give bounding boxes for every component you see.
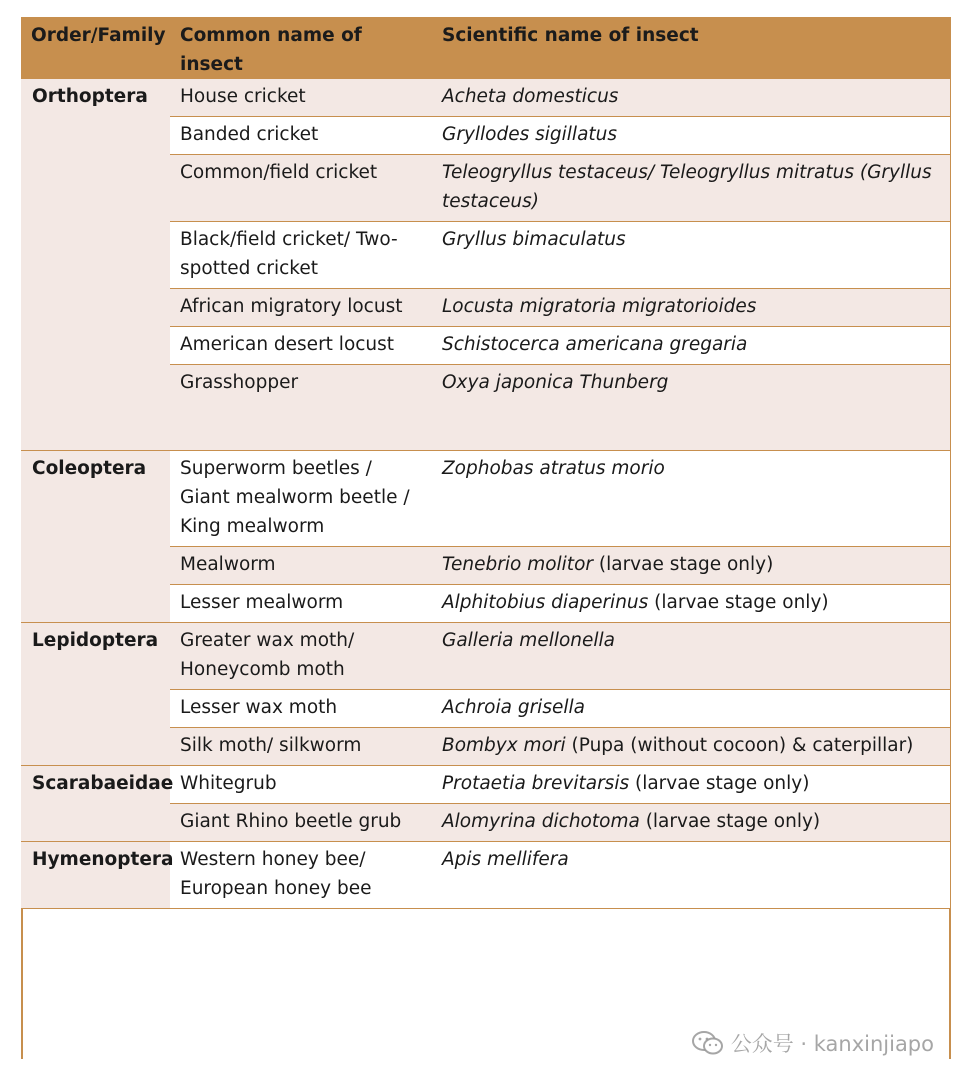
life-stage-note: (larvae stage only) xyxy=(593,554,774,575)
scientific-name-cell xyxy=(432,451,950,547)
order-family-cell: Lepidoptera xyxy=(21,623,170,766)
common-name-cell: Giant Rhino beetle grub xyxy=(170,804,432,842)
order-family-cell: Scarabaeidae xyxy=(21,766,170,842)
life-stage-note: (Pupa (without cocoon) & caterpillar) xyxy=(565,735,914,756)
header-order-family: Order/Family xyxy=(21,17,170,79)
common-name-cell: American desert locust xyxy=(170,327,432,365)
scientific-name-cell xyxy=(432,289,950,327)
scientific-name-cell xyxy=(432,842,950,909)
common-name-cell: Banded cricket xyxy=(170,117,432,155)
scientific-name-cell xyxy=(432,766,950,804)
scientific-name-cell xyxy=(432,79,950,117)
scientific-name: Bombyx mori xyxy=(442,735,566,756)
common-name-cell: Black/field cricket/ Two-spotted cricket xyxy=(170,222,432,289)
scientific-name: Alphitobius diaperinus xyxy=(442,592,649,613)
order-family-cell: Coleoptera xyxy=(21,451,170,623)
common-name-cell: Greater wax moth/ Honeycomb moth xyxy=(170,623,432,690)
table-row xyxy=(21,623,950,690)
common-name-cell: Lesser mealworm xyxy=(170,585,432,623)
scientific-name: Gryllodes sigillatus xyxy=(442,124,618,145)
scientific-name: Teleogryllus testaceus/ Teleogryllus mitratus (Gryllus testaceus) xyxy=(442,162,932,212)
scientific-name: Protaetia brevitarsis xyxy=(442,773,630,794)
table-row xyxy=(21,766,950,804)
header-scientific-name: Scientific name of insect xyxy=(432,17,950,79)
table-header xyxy=(21,17,950,79)
common-name-cell: Superworm beetles / Giant mealworm beetle / King mealworm xyxy=(170,451,432,547)
scientific-name-cell xyxy=(432,547,950,585)
common-name-cell: Mealworm xyxy=(170,547,432,585)
common-name-cell: Western honey bee/ European honey bee xyxy=(170,842,432,909)
scientific-name-cell xyxy=(432,365,950,451)
scientific-name: Gryllus bimaculatus xyxy=(442,229,626,250)
wechat-icon xyxy=(691,1030,725,1056)
scientific-name: Alomyrina dichotoma xyxy=(442,811,640,832)
scientific-name-cell xyxy=(432,585,950,623)
scientific-name: Locusta migratoria migratorioides xyxy=(442,296,757,317)
table-row xyxy=(21,842,950,909)
common-name-cell: Grasshopper xyxy=(170,365,432,451)
common-name-cell: House cricket xyxy=(170,79,432,117)
common-name-cell: Whitegrub xyxy=(170,766,432,804)
life-stage-note: (larvae stage only) xyxy=(648,592,829,613)
common-name-cell: Lesser wax moth xyxy=(170,690,432,728)
scientific-name: Schistocerca americana gregaria xyxy=(442,334,748,355)
table-row xyxy=(21,451,950,547)
scientific-name-cell xyxy=(432,804,950,842)
scientific-name: Oxya japonica Thunberg xyxy=(442,372,669,393)
scientific-name-cell xyxy=(432,155,950,222)
scientific-name-cell xyxy=(432,690,950,728)
common-name-cell: Common/field cricket xyxy=(170,155,432,222)
common-name-cell: Silk moth/ silkworm xyxy=(170,728,432,766)
header-common-name: Common name of insect xyxy=(170,17,432,79)
table-body xyxy=(21,79,950,909)
order-family-cell: Orthoptera xyxy=(21,79,170,451)
scientific-name: Zophobas atratus morio xyxy=(442,458,665,479)
order-family-cell: Hymenoptera xyxy=(21,842,170,909)
header-row xyxy=(21,17,950,79)
life-stage-note: (larvae stage only) xyxy=(629,773,810,794)
scientific-name: Acheta domesticus xyxy=(442,86,619,107)
scientific-name-cell xyxy=(432,728,950,766)
life-stage-note: (larvae stage only) xyxy=(639,811,821,832)
watermark-text: 公众号 · kanxinjiapo xyxy=(730,1032,934,1056)
watermark xyxy=(691,1028,934,1058)
scientific-name-cell xyxy=(432,222,950,289)
common-name-cell: African migratory locust xyxy=(170,289,432,327)
scientific-name-cell xyxy=(432,117,950,155)
scientific-name: Galleria mellonella xyxy=(442,630,616,651)
insect-table xyxy=(21,17,950,909)
scientific-name-cell xyxy=(432,327,950,365)
scientific-name: Tenebrio molitor xyxy=(442,554,593,575)
scientific-name: Apis mellifera xyxy=(442,849,569,870)
scientific-name: Achroia grisella xyxy=(442,697,585,718)
scientific-name-cell xyxy=(432,623,950,690)
table-row xyxy=(21,79,950,117)
